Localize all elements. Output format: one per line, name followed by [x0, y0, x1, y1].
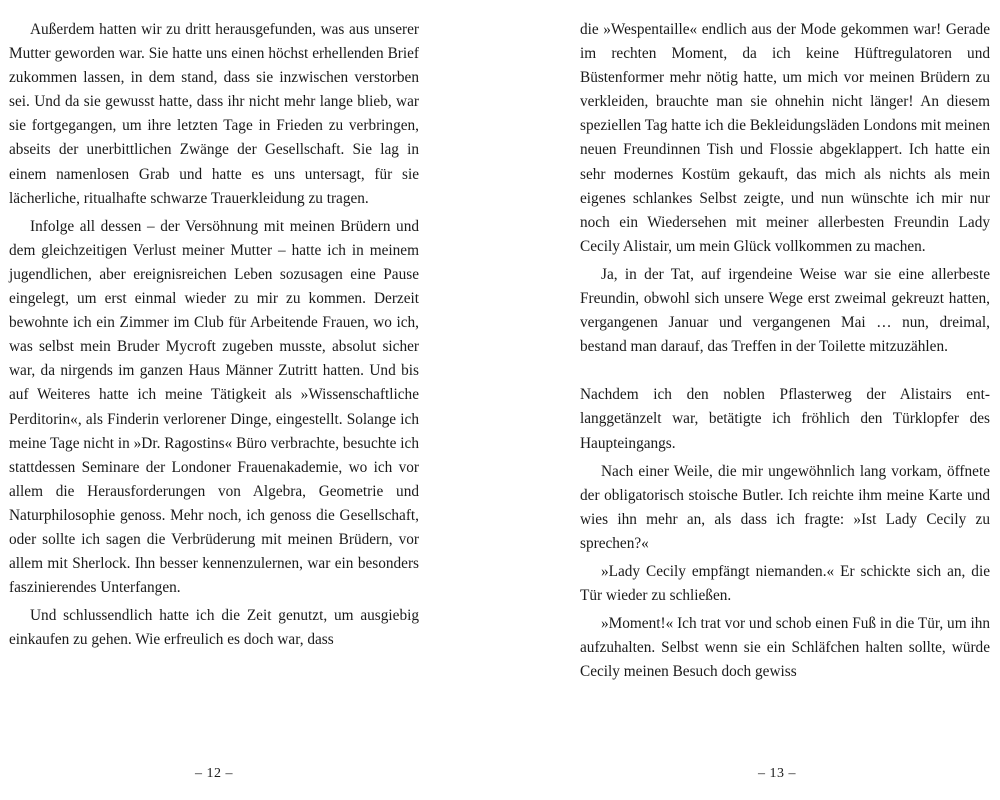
right-paragraph-6: »Moment!« Ich trat vor und schob einen Fuß in die Tür, um ihn aufzuhalten. Selbst wenn sie ein Schläfchen halten sollte, würde Cecily meinen Besuch doch gewiss [580, 615, 990, 681]
right-paragraph-1: die »Wespentaille« endlich aus der Mode gekommen war! Gerade im rechten Moment, da ich keine Hüftregulatoren und Büstenformer mehr nötig hatte, um mich vor meinen Brüdern zu verkleiden, brauchte man sie ohnehin nicht länger! An diesem speziellen Tag hatte ich die Bekleidungsläden Londons mit meinen neuen Freundinnen Tish und Flossie abgeklappert. Ich hatte ein sehr modernes Kostüm gekauft, das mich als nichts als mein eigenes schlankes Selbst zeigte, und nun wünschte ich mir nur noch ein Wiedersehen mit meiner allerbesten Freundin Lady Cecily Alistair, um mein Glück vollkommen zu machen. [580, 21, 990, 255]
right-page [580, 18, 990, 798]
right-paragraph-2: Ja, in der Tat, auf irgendeine Weise war sie eine allerbeste Freundin, obwohl sich unsere Wege erst zweimal gekreuzt hatten, vergangenen Januar und vergangenen Mai … nun, dreimal, bestand man darauf, das Treffen in der Toilette mitzuzählen. [580, 265, 990, 356]
left-page [9, 18, 419, 798]
right-paragraph-3: Nachdem ich den noblen Pflasterweg der Alistairs entlanggetänzelt war, betätigte ich fröhlich den Türklopfer des Haupteingangs. [580, 386, 990, 452]
left-page-text [9, 18, 419, 652]
left-paragraph-3: Und schlussendlich hatte ich die Zeit genutzt, um ausgiebig einkaufen zu gehen. Wie erfreulich es doch war, dass [9, 607, 419, 649]
right-page-text [580, 18, 990, 684]
right-page-number: – 13 – [758, 766, 796, 781]
left-paragraph-2: Infolge all dessen – der Versöhnung mit meinen Brüdern und dem gleichzeitigen Verlust meiner Mutter – hatte ich in meinem jugendlichen, aber ereignisreichen Leben sozusagen eine Pause eingelegt, um erst einmal wieder zu mir zu kommen. Derzeit bewohnte ich ein Zimmer im Club für Arbeitende Frauen, wo ich, was selbst mein Bruder Mycroft zugeben musste, absolut sicher war, da nirgends im ganzen Haus Männer Zutritt hatten. Und bis auf Weiteres hatte ich meine Tätigkeit als »Wissenschaftliche Perditorin«, als Finderin verlorener Dinge, eingestellt. Solange ich meine Tage nicht in »Dr. Ragostins« Büro verbrachte, besuchte ich stattdessen Seminare der Londoner Frauenakademie, wo ich vor allem die Herausforderungen von Algebra, Geometrie und Naturphilosophie genoss. Mehr noch, ich genoss die Gesellschaft, oder sollte ich sagen die Verbrüderung mit meinen Brüdern, vor allem mit Sherlock. Ihn besser kennenzulernen, war ein besonders faszinierendes Unterfangen. [9, 217, 419, 597]
right-paragraph-4: Nach einer Weile, die mir ungewöhnlich lang vorkam, öffnete der obligatorisch stoische Butler. Ich reichte ihm meine Karte und wies ihn mehr an, als dass ich fragte: »Ist Lady Cecily zu sprechen?« [580, 462, 990, 552]
left-paragraph-1: Außerdem hatten wir zu dritt herausgefunden, was aus unserer Mutter geworden war. Sie hatte uns einen höchst erhellenden Brief zukommen lassen, in dem stand, dass sie inzwischen verstorben sei. Und da sie gewusst hatte, dass ihr nicht mehr lange blieb, war sie fortgegangen, um ihre letzten Tage in Frieden zu verbringen, abseits der unerbittlichen Zwänge der Gesellschaft. Sie lag in einem namenlosen Grab und hatte es uns untersagt, für sie lächerliche, ritualhafte schwarze Trauerkleidung zu tragen. [9, 21, 419, 207]
right-paragraph-5: »Lady Cecily empfängt niemanden.« Er schickte sich an, die Tür wieder zu schließen. [580, 562, 990, 605]
left-page-number: – 12 – [195, 766, 233, 781]
